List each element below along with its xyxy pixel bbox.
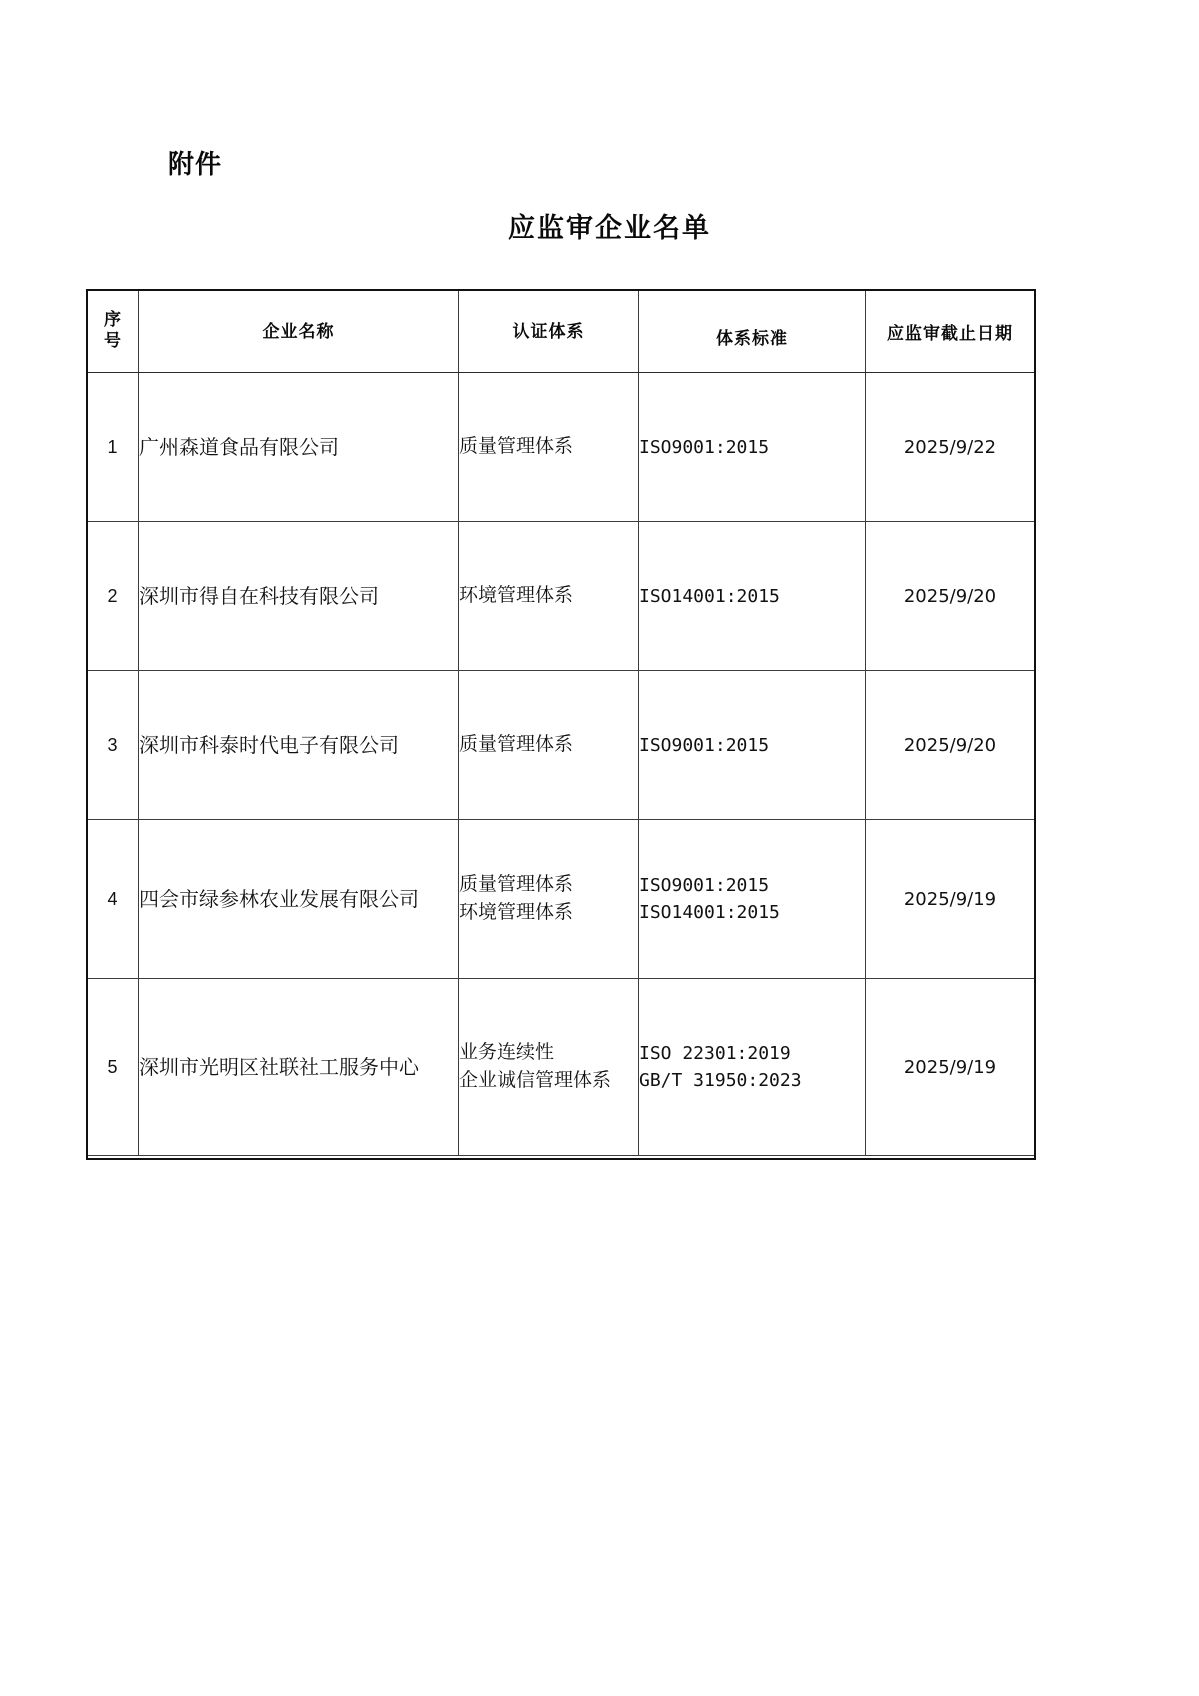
table-row: [87, 820, 1035, 979]
page-title: 应监审企业名单: [508, 213, 711, 244]
cell-system-standard: [639, 522, 866, 671]
header-label-system-standard: 体系标准: [716, 328, 788, 349]
cell-company: 深圳市光明区社联社工服务中心: [139, 979, 459, 1156]
table-row: [87, 522, 1035, 671]
cell-certification-system: [459, 671, 639, 820]
system-line: 环境管理体系: [459, 901, 574, 923]
cell-certification-system: [459, 979, 639, 1156]
cell-certification-system: [459, 522, 639, 671]
cell-certification-system: [459, 373, 639, 522]
header-cell-system-standard: [639, 290, 866, 373]
cell-company: 广州森道食品有限公司: [139, 373, 459, 522]
cell-system-standard: [639, 671, 866, 820]
cell-company: 四会市绿参林农业发展有限公司: [139, 820, 459, 979]
system-line: 环境管理体系: [459, 584, 574, 607]
standard-line: ISO14001:2015: [639, 902, 780, 923]
standard-line: ISO9001:2015: [639, 436, 770, 458]
cell-index: 2: [87, 522, 139, 671]
system-line: 业务连续性: [459, 1041, 555, 1064]
cell-deadline: 2025/9/19: [866, 979, 1035, 1156]
table-header-row: [87, 290, 1035, 373]
cell-deadline: 2025/9/19: [866, 820, 1035, 979]
cell-certification-system: [459, 820, 639, 979]
cell-company: 深圳市得自在科技有限公司: [139, 522, 459, 671]
cell-system-standard: [639, 979, 866, 1156]
company-list-table-wrapper: [86, 289, 1034, 1156]
cell-index: 5: [87, 979, 139, 1156]
cell-deadline: 2025/9/20: [866, 522, 1035, 671]
header-label-index: 序号: [104, 309, 121, 351]
table-row: [87, 671, 1035, 820]
standard-line: ISO9001:2015: [639, 734, 770, 756]
header-cell-certification-system: [459, 290, 639, 373]
cell-index: 4: [87, 820, 139, 979]
cell-index: 3: [87, 671, 139, 820]
standard-line: ISO9001:2015: [639, 875, 770, 896]
standard-line: ISO 22301:2019: [639, 1043, 791, 1064]
system-line: 质量管理体系: [459, 435, 574, 458]
header-label-deadline: 应监审截止日期: [887, 323, 1013, 344]
system-line: 质量管理体系: [459, 733, 574, 756]
company-list-table: [86, 289, 1035, 1156]
table-row: [87, 979, 1035, 1156]
cell-index: 1: [87, 373, 139, 522]
header-label-certification-system: 认证体系: [512, 321, 585, 342]
cell-deadline: 2025/9/20: [866, 671, 1035, 820]
system-line: 质量管理体系: [459, 873, 574, 896]
cell-system-standard: [639, 820, 866, 979]
attachment-label: 附件: [168, 150, 223, 180]
cell-company: 深圳市科泰时代电子有限公司: [139, 671, 459, 820]
header-cell-index: [87, 290, 139, 373]
table-row: [87, 373, 1035, 522]
standard-line: ISO14001:2015: [639, 585, 780, 607]
system-line: 企业诚信管理体系: [459, 1069, 612, 1091]
header-cell-deadline: [866, 290, 1035, 373]
standard-line: GB/T 31950:2023: [639, 1070, 802, 1091]
cell-deadline: 2025/9/22: [866, 373, 1035, 522]
header-label-company: 企业名称: [262, 321, 335, 342]
cell-system-standard: [639, 373, 866, 522]
header-cell-company: [139, 290, 459, 373]
